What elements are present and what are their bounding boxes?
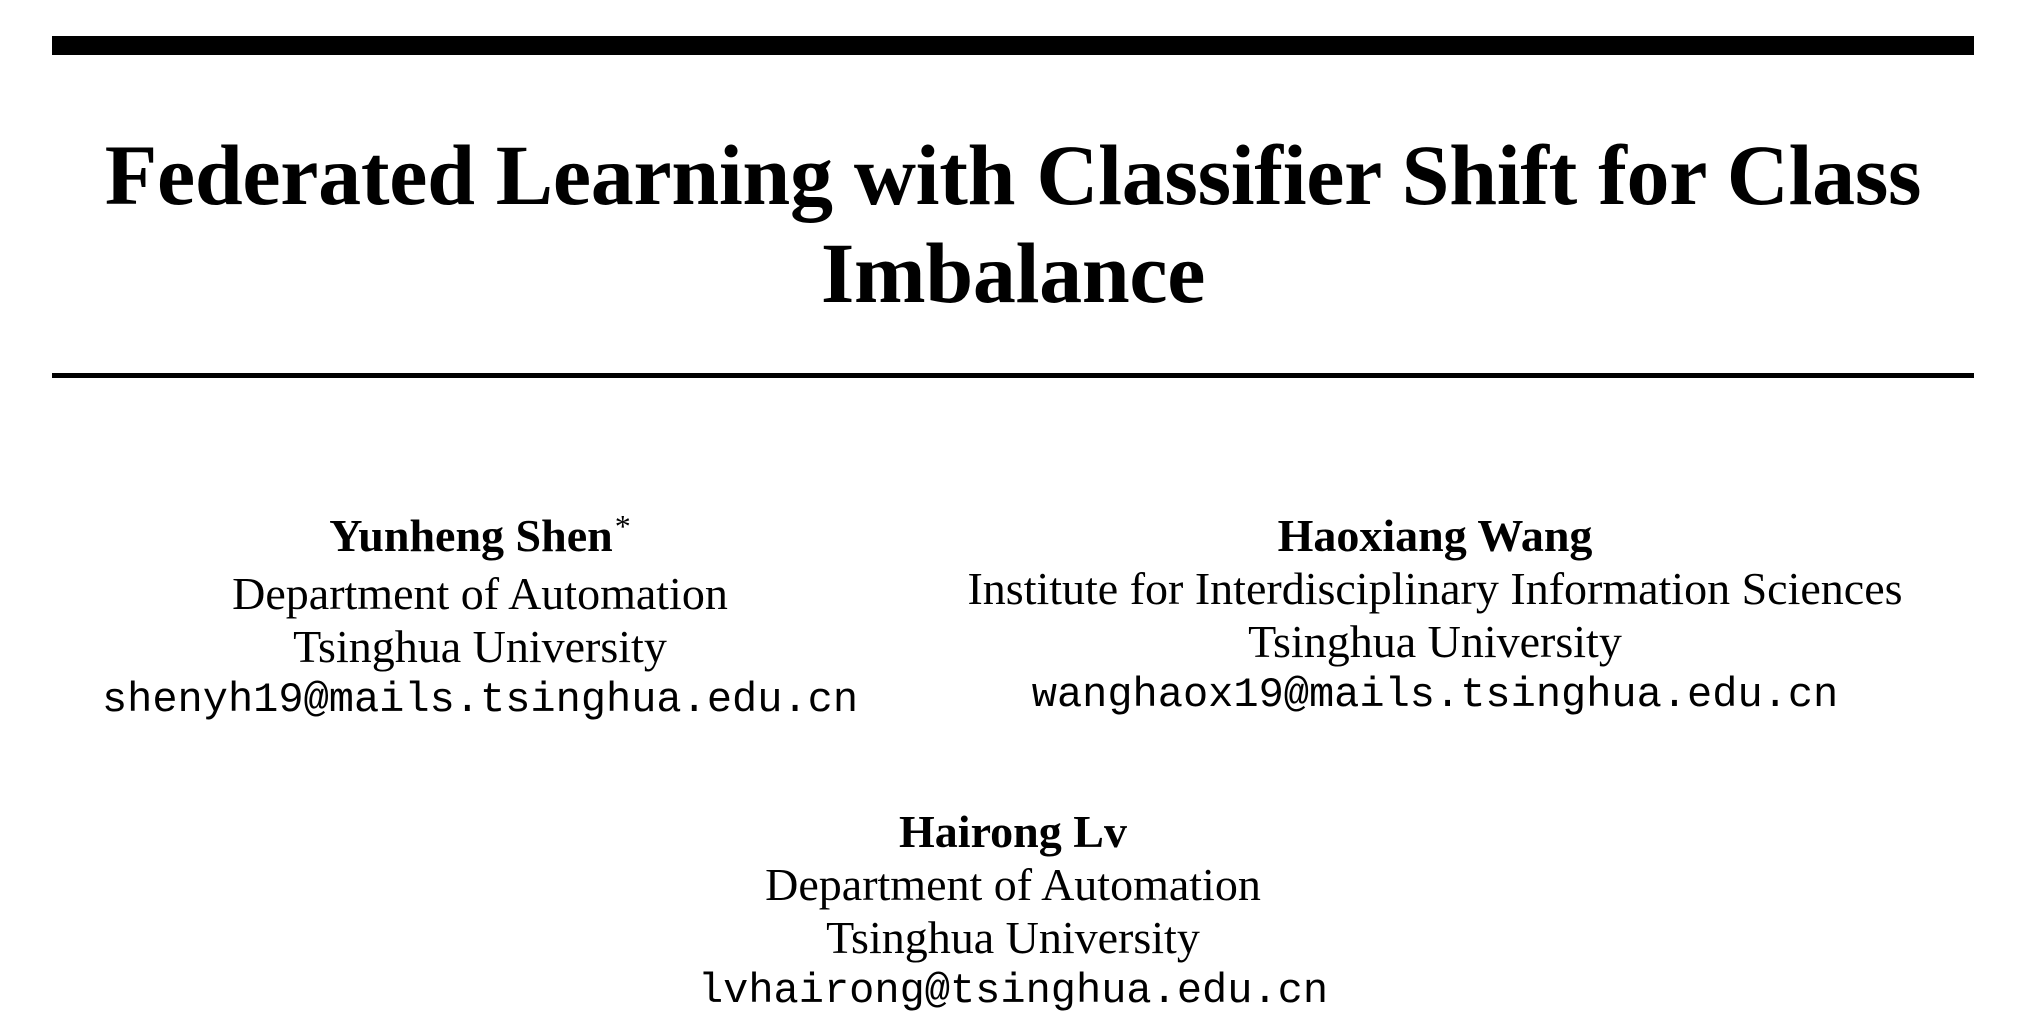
author-department: Department of Automation (765, 859, 1261, 910)
author-name: Hairong Lv (899, 806, 1127, 857)
author-department: Institute for Interdisciplinary Information Sciences (967, 563, 1903, 614)
author-email: wanghaox19@mails.tsinghua.edu.cn (1031, 671, 1839, 719)
author-university: Tsinghua University (1248, 616, 1622, 667)
title-bottom-rule (52, 373, 1974, 378)
author-university: Tsinghua University (826, 912, 1200, 963)
author-email: lvhairong@tsinghua.edu.cn (697, 967, 1329, 1015)
title-top-rule (52, 36, 1974, 55)
author-department: Department of Automation (232, 568, 728, 619)
author-name (60, 509, 900, 567)
author-block (513, 805, 1513, 1019)
paper-title: Federated Learning with Classifier Shift for Class Imbalance (104, 127, 1922, 321)
author-university: Tsinghua University (293, 621, 667, 672)
author-name: Haoxiang Wang (1277, 510, 1593, 561)
author-name-text: Yunheng Shen (329, 510, 613, 561)
footnote-mark: * (614, 508, 631, 544)
author-block (905, 509, 1965, 723)
author-block (60, 509, 900, 728)
author-email: shenyh19@mails.tsinghua.edu.cn (101, 676, 859, 724)
